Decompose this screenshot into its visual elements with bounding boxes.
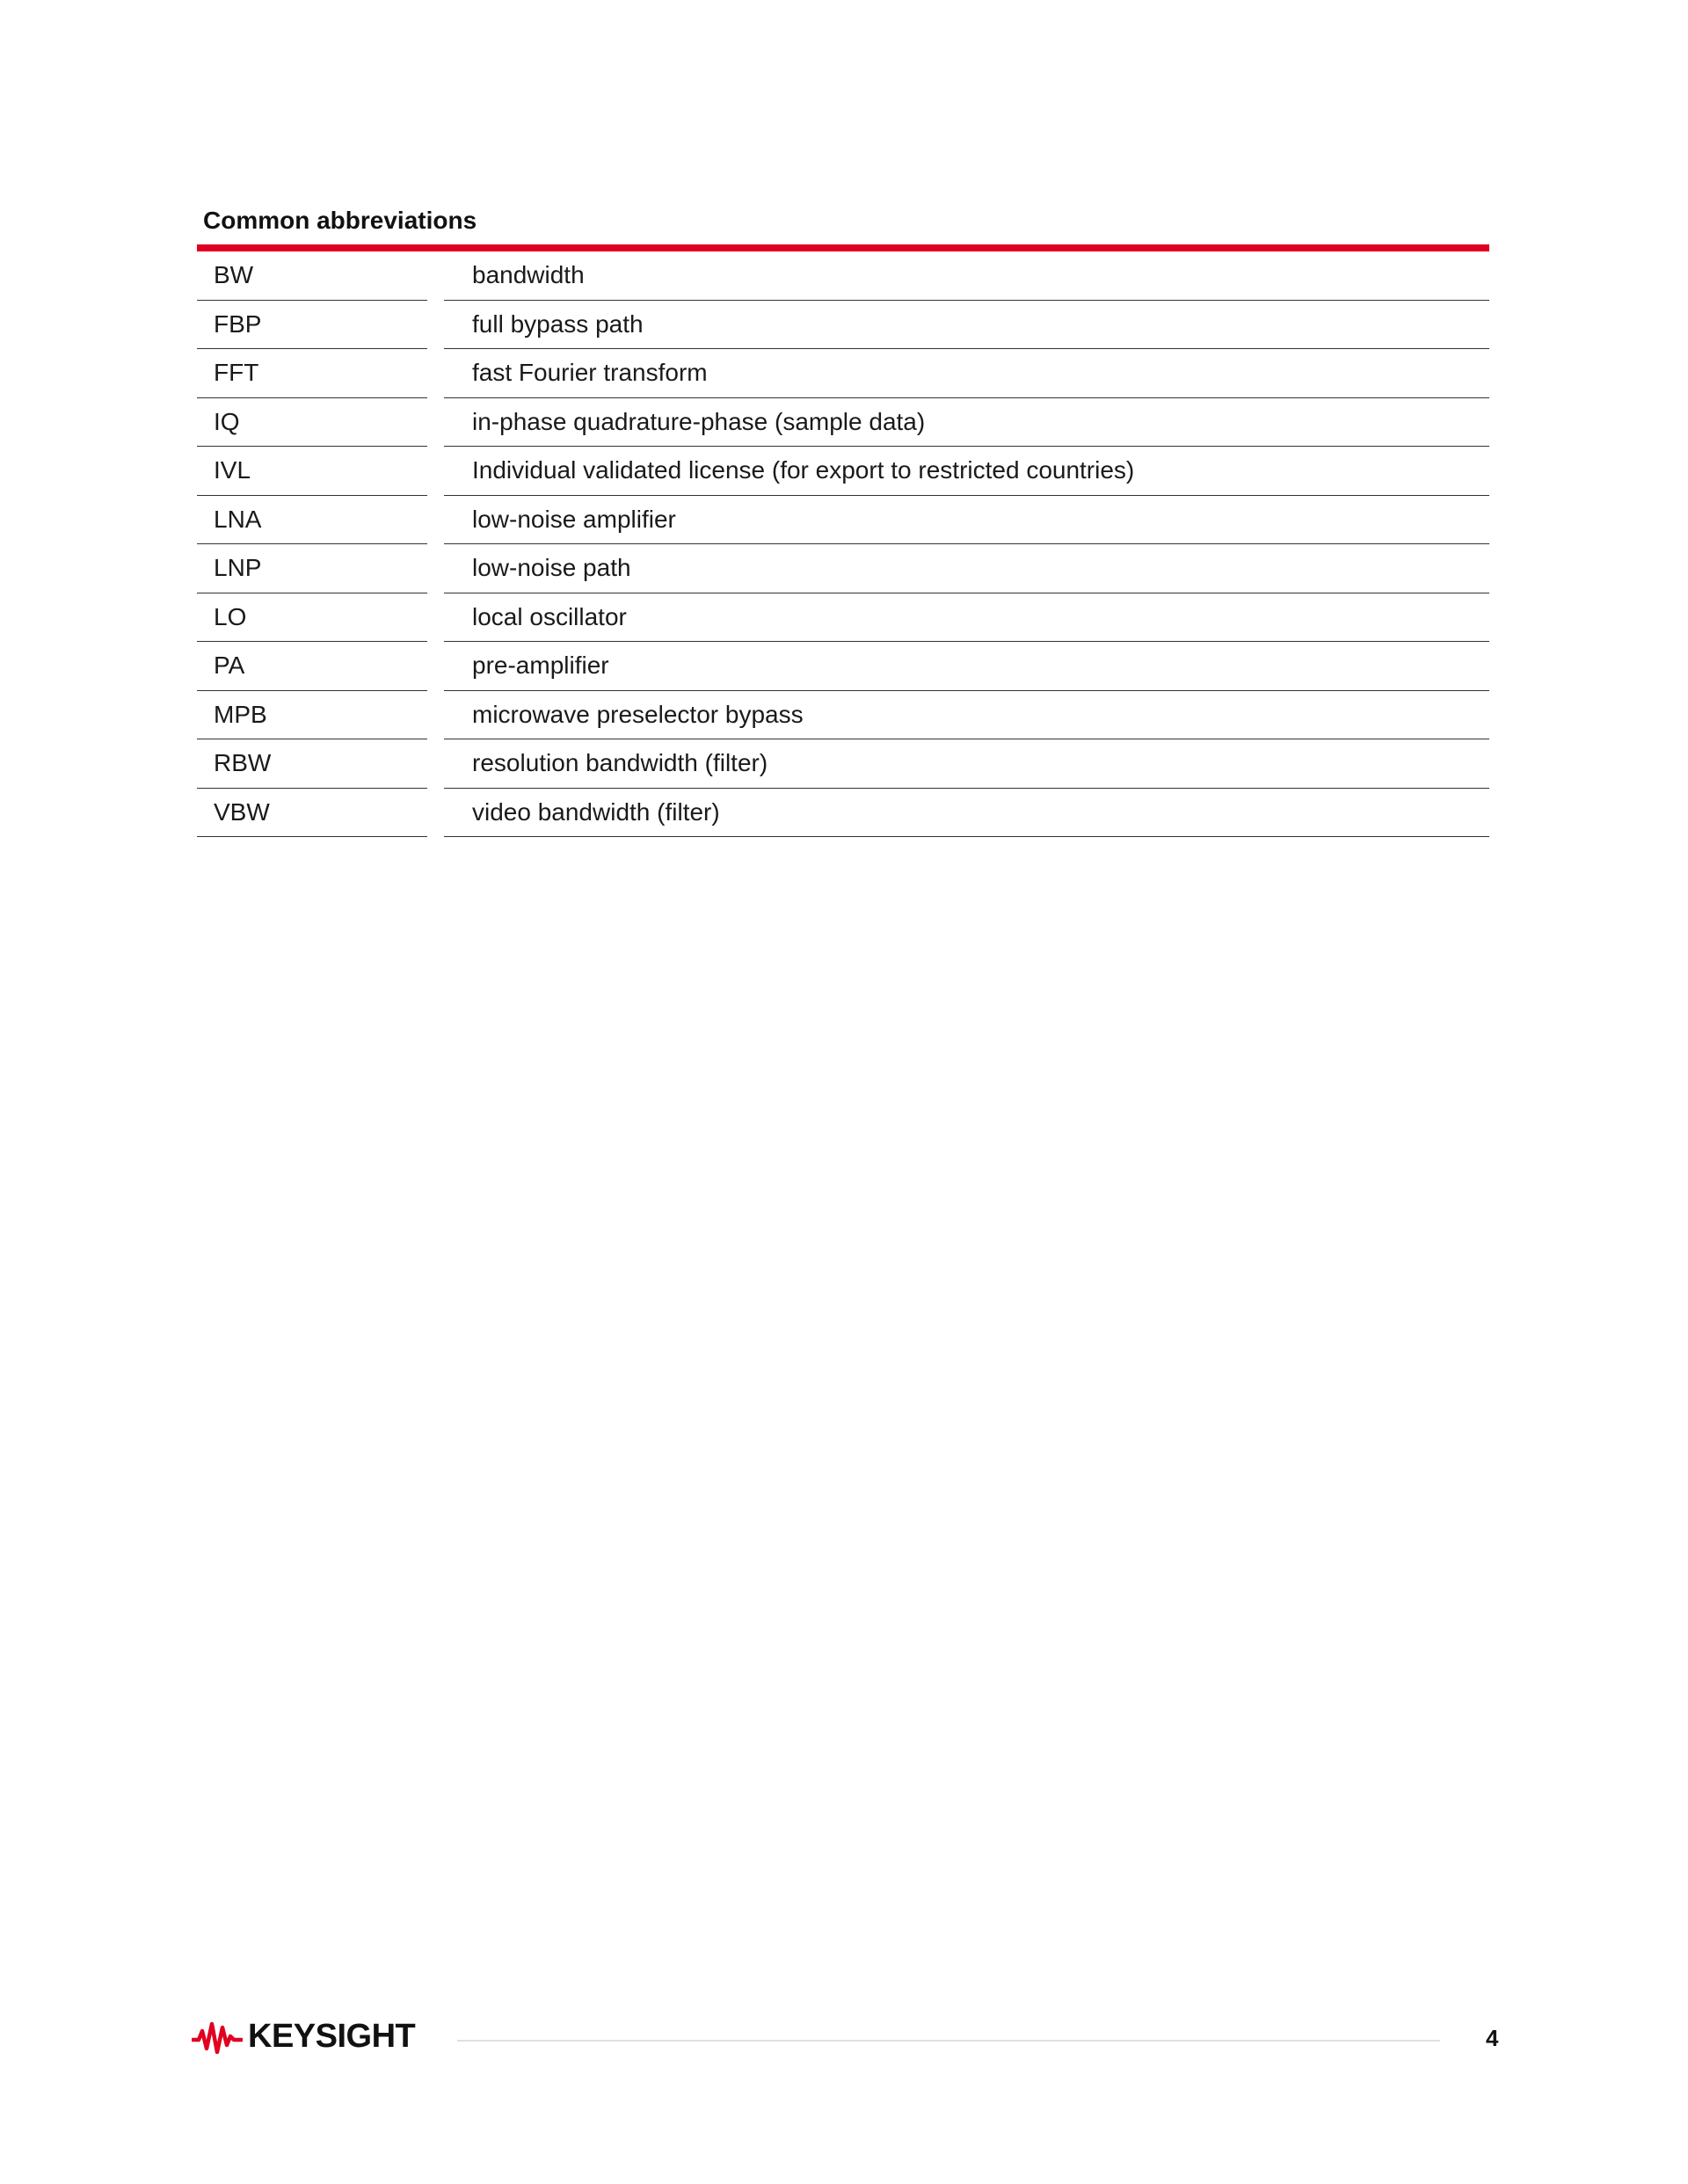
definition-text: low-noise path (472, 554, 631, 581)
abbreviation-text: MPB (214, 700, 267, 728)
table-row (197, 593, 1489, 643)
abbreviation-cell (197, 349, 427, 398)
definition-text: video bandwidth (filter) (472, 797, 720, 826)
abbreviation-cell (197, 301, 427, 350)
section-title: Common abbreviations (203, 207, 477, 234)
logo-wordmark: KEYSIGHT (248, 2018, 416, 2055)
abbreviation-text: FFT (214, 359, 259, 386)
keysight-wave-icon (192, 2019, 243, 2054)
table-row (197, 739, 1489, 789)
abbreviation-cell (197, 642, 427, 691)
abbreviation-cell (197, 251, 427, 301)
abbreviation-cell (197, 398, 427, 448)
definition-cell (444, 593, 1489, 643)
definition-cell (444, 496, 1489, 545)
definition-cell (444, 349, 1489, 398)
abbreviation-cell (197, 789, 427, 838)
definition-text: local oscillator (472, 602, 627, 630)
keysight-logo (192, 2017, 415, 2056)
abbreviation-cell (197, 496, 427, 545)
table-row (197, 301, 1489, 350)
table-row (197, 544, 1489, 593)
definition-cell (444, 789, 1489, 838)
abbreviation-text: LNA (214, 505, 262, 533)
abbreviations-table (197, 244, 1489, 837)
abbreviation-text: PA (214, 652, 245, 679)
definition-text: fast Fourier transform (472, 359, 708, 386)
definition-text: low-noise amplifier (472, 505, 676, 533)
definition-cell (444, 301, 1489, 350)
table-row (197, 251, 1489, 301)
definition-text: microwave preselector bypass (472, 700, 804, 728)
abbreviation-cell (197, 739, 427, 789)
page-number: 4 (1486, 2025, 1499, 2051)
definition-cell (444, 544, 1489, 593)
abbreviation-text: FBP (214, 309, 262, 338)
table-row (197, 789, 1489, 838)
abbreviation-text: IQ (214, 407, 240, 435)
definition-text: pre-amplifier (472, 652, 609, 679)
abbreviation-text: IVL (214, 456, 251, 484)
abbreviation-text: LO (214, 602, 247, 630)
definition-cell (444, 398, 1489, 448)
abbreviation-text: RBW (214, 749, 272, 776)
table-row (197, 398, 1489, 448)
abbreviation-cell (197, 544, 427, 593)
abbreviation-text: BW (214, 261, 254, 288)
table-row (197, 447, 1489, 496)
abbreviation-cell (197, 447, 427, 496)
table-row (197, 496, 1489, 545)
page-footer (0, 2013, 1688, 2066)
abbreviation-cell (197, 691, 427, 740)
definition-text: bandwidth (472, 261, 585, 288)
definition-text: resolution bandwidth (filter) (472, 749, 768, 776)
definition-text: Individual validated license (for export to restricted countries) (472, 456, 1135, 484)
definition-text: in-phase quadrature-phase (sample data) (472, 407, 926, 435)
definition-cell (444, 251, 1489, 301)
table-row (197, 349, 1489, 398)
definition-cell (444, 642, 1489, 691)
abbreviation-text: VBW (214, 797, 270, 826)
table-row (197, 691, 1489, 740)
definition-cell (444, 691, 1489, 740)
definition-text: full bypass path (472, 309, 644, 338)
table-header-rule (197, 244, 1489, 251)
abbreviation-text: LNP (214, 554, 262, 581)
footer-divider (457, 2040, 1440, 2042)
definition-cell (444, 447, 1489, 496)
definition-cell (444, 739, 1489, 789)
table-body (197, 251, 1489, 837)
abbreviation-cell (197, 593, 427, 643)
table-row (197, 642, 1489, 691)
